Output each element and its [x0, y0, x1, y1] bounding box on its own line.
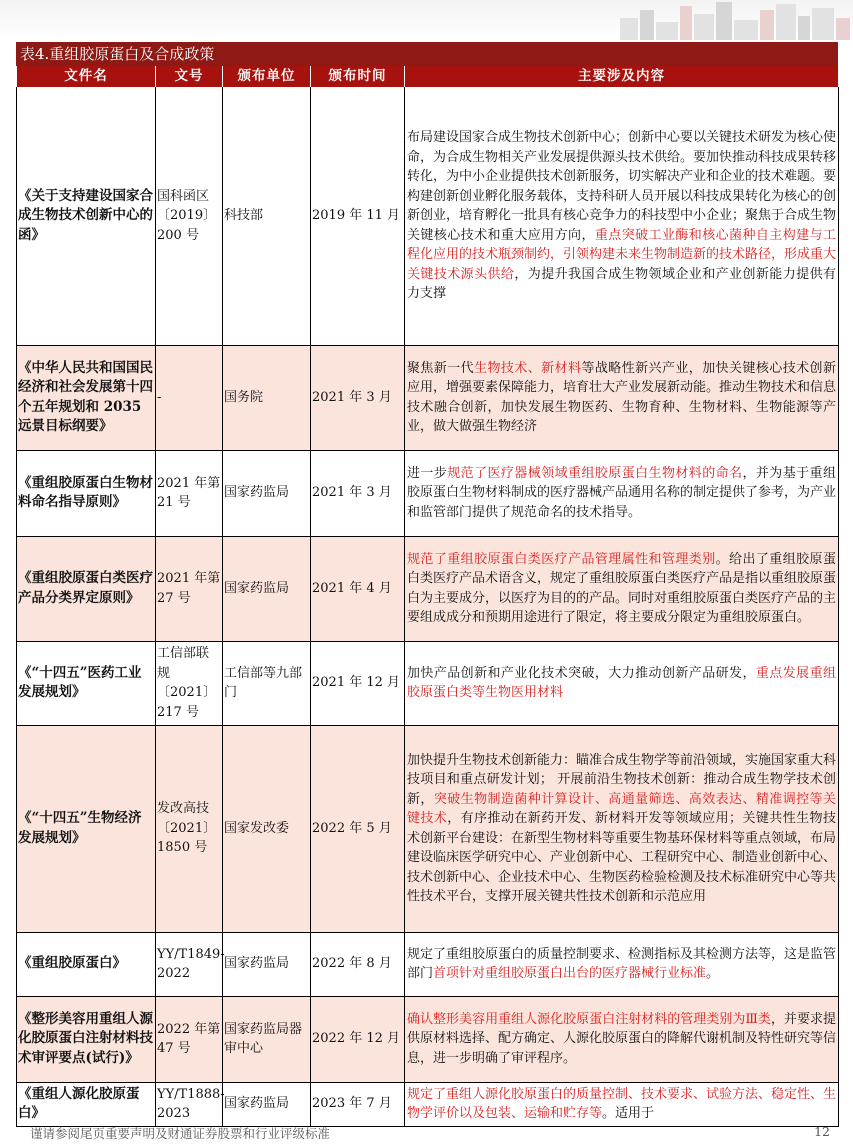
- content-highlight: 规范了医疗器械领域重组胶原蛋白生物材料的命名: [447, 465, 743, 481]
- content-text: ，并为基于重组胶原蛋白生物材料制成的医疗器械产品通用名称的制定提供了参考，为产业和监管部门提供了规范命名的技术指导。: [407, 465, 837, 520]
- cell-issuer: 国家发改委: [223, 725, 311, 932]
- cell-file-name: 《整形美容用重组人源化胶原蛋白注射材料技术审评要点(试行)》: [17, 996, 156, 1082]
- cell-file-name: 《重组胶原蛋白类医疗产品分类界定原则》: [17, 536, 156, 641]
- cell-content: [405, 450, 839, 536]
- table-row: [17, 725, 839, 932]
- table-row: [17, 996, 839, 1082]
- content-highlight: 突破生物制造菌种计算设计、高通量筛选、高效表达、精准调控等关键技术: [407, 791, 836, 826]
- cell-issue-date: 2023 年 7 月: [311, 1082, 405, 1126]
- content-text: 聚焦新一代: [407, 360, 475, 376]
- cell-doc-number: 工信部联规〔2021〕217 号: [156, 641, 223, 725]
- cell-issuer: 国家药监局: [223, 536, 311, 641]
- content-text: ，并要求提供原材料选择、配方确定、人源化胶原蛋白的降解代谢机制及特性研究等信息，进一步明确了审评程序。: [407, 1011, 837, 1066]
- page-number: 12: [814, 1124, 830, 1139]
- cell-doc-number: 国科函区〔2019〕200 号: [156, 87, 223, 345]
- cell-doc-number: 2021 年第 27 号: [156, 536, 223, 641]
- cell-issue-date: 2021 年 12 月: [311, 641, 405, 725]
- table-row: [17, 1082, 839, 1126]
- content-text: 加快产品创新和产业化技术突破，大力推动创新产品研发，: [407, 665, 756, 681]
- cell-issuer: 国家药监局器审中心: [223, 996, 311, 1082]
- cell-issuer: 工信部等九部门: [223, 641, 311, 725]
- header-issuer: 颁布单位: [223, 66, 311, 87]
- table-row: [17, 932, 839, 996]
- cell-issue-date: 2021 年 4 月: [311, 536, 405, 641]
- table-row: [17, 87, 839, 345]
- content-text: ，有序推动在新药开发、新材料开发等领域应用；关键共性生物技术创新平台建设：在新型生物材料等重要生物基环保材料等重点领域，布局建设临床医学研究中心、产业创新中心、工程研究中心、制造业创新中心、技术创新中心、企业技术中心、生物医药检验检测及技术标准研究中心等共性技术平台，支撑开展关键共性技术创新和示范应用: [407, 811, 837, 904]
- content-text: ，为提升我国合成生物领域企业和产业创新能力提供有力支撑: [407, 266, 836, 301]
- cell-content: [405, 641, 839, 725]
- cell-file-name: 《重组胶原蛋白生物材料命名指导原则》: [17, 450, 156, 536]
- header-issue-date: 颁布时间: [311, 66, 405, 87]
- content-highlight: 生物技术、新材料: [474, 360, 582, 376]
- content-highlight: 规定了重组人源化胶原蛋白的质量控制、技术要求、试验方法、稳定性、生物学评价以及包装、运输和贮存等: [407, 1086, 837, 1121]
- footer-disclaimer: 谨请参阅尾页重要声明及财通证券股票和行业评级标准: [30, 1126, 331, 1141]
- content-text: 。适用于: [602, 1106, 655, 1121]
- cell-doc-number: -: [156, 345, 223, 450]
- header-content: 主要涉及内容: [405, 66, 839, 87]
- cell-issuer: 国家药监局: [223, 932, 311, 996]
- cell-file-name: 《“十四五”医药工业发展规划》: [17, 641, 156, 725]
- cell-issuer: 国家药监局: [223, 1082, 311, 1126]
- content-highlight: 重点发展重组胶原蛋白类等生物医用材料: [407, 665, 836, 700]
- table-row: [17, 345, 839, 450]
- cell-file-name: 《关于支持建设国家合成生物技术创新中心的函》: [17, 87, 156, 345]
- table-row: [17, 641, 839, 725]
- cell-content: [405, 87, 839, 345]
- cell-file-name: 《“十四五”生物经济发展规划》: [17, 725, 156, 932]
- cell-issue-date: 2021 年 3 月: [311, 450, 405, 536]
- content-highlight: 确认整形美容用重组人源化胶原蛋白注射材料的管理类别为Ⅲ类: [407, 1011, 771, 1027]
- header-banner: [0, 0, 853, 40]
- cell-issue-date: 2021 年 3 月: [311, 345, 405, 450]
- table-title: 表4.重组胶原蛋白及合成政策: [16, 42, 838, 66]
- header-file-name: 文件名: [17, 66, 156, 87]
- cell-file-name: 《中华人民共和国国民经济和社会发展第十四个五年规划和 2035 远景目标纲要》: [17, 345, 156, 450]
- cell-doc-number: YY/T1888-2023: [156, 1082, 223, 1126]
- cell-doc-number: YY/T1849-2022: [156, 932, 223, 996]
- content-text: 。给出了重组胶原蛋白类医疗产品术语含义，规定了重组胶原蛋白类医疗产品是指以重组胶原蛋白为主要成分，以医疗为目的的产品。同时对重组胶原蛋白类医疗产品的主要组成成分和预期用途进行了限定，将主要成分限定为重组胶原蛋白。: [407, 551, 837, 625]
- content-text: 进一步: [407, 465, 448, 481]
- cell-issue-date: 2019 年 11 月: [311, 87, 405, 345]
- cell-issuer: 科技部: [223, 87, 311, 345]
- content-text: 布局建设国家合成生物技术创新中心；创新中心要以关键技术研发为核心使命，为合成生物相关产业发展提供源头技术供给。要加快推动科技成果转移转化，为中小企业提供技术创新服务，切实解决产业和企业的技术难题。要构建创新创业孵化服务载体，支持科研人员开展以科技成果转化为核心的创新创业，培育孵化一批具有核心竞争力的科技型中小企业；聚焦于合成生物关键核心技术和重大应用方向，: [407, 130, 837, 243]
- content-text: 规定了重组胶原蛋白的质量控制要求、检测指标及其检测方法等，这是监管部门: [407, 946, 837, 981]
- content-text: 加快提升生物技术创新能力：瞄准合成生物学等前沿领域，实施国家重大科技项目和重点研发计划； 开展前沿生物技术创新：推动合成生物学技术创新，: [407, 752, 837, 807]
- cell-content: [405, 996, 839, 1082]
- cell-issuer: 国家药监局: [223, 450, 311, 536]
- cell-file-name: 《重组人源化胶原蛋白》: [17, 1082, 156, 1126]
- cell-doc-number: 2021 年第 21 号: [156, 450, 223, 536]
- cell-content: [405, 725, 839, 932]
- table-row: [17, 450, 839, 536]
- cell-issue-date: 2022 年 5 月: [311, 725, 405, 932]
- content-highlight: 首项针对重组胶原蛋白出台的医疗器械行业标准: [433, 966, 707, 981]
- cell-file-name: 《重组胶原蛋白》: [17, 932, 156, 996]
- cell-content: [405, 345, 839, 450]
- page-footer: [30, 1122, 830, 1142]
- policy-table: [16, 66, 839, 1127]
- cell-issuer: 国务院: [223, 345, 311, 450]
- cell-issue-date: 2022 年 8 月: [311, 932, 405, 996]
- cell-content: [405, 932, 839, 996]
- content-text: 等战略性新兴产业，加快关键核心技术创新应用，增强要素保障能力，培育壮大产业发展新动能。推动生物技术和信息技术融合创新，加快发展生物医药、生物育种、生物材料、生物能源等产业，做大做强生物经济: [407, 360, 837, 434]
- cell-issue-date: 2022 年 12 月: [311, 996, 405, 1082]
- table-row: [17, 536, 839, 641]
- content-highlight: 重点突破工业酶和核心菌种自主构建与工程化应用的技术瓶颈制约，引领构建未来生物制造新的技术路径，形成重大关键技术源头供给: [407, 227, 837, 282]
- cell-content: [405, 536, 839, 641]
- content-highlight: 规范了重组胶原蛋白类医疗产品管理属性和管理类别: [407, 551, 716, 567]
- table-header-row: [17, 66, 839, 87]
- content-text: 。: [706, 966, 720, 981]
- cell-doc-number: 发改高技〔2021〕1850 号: [156, 725, 223, 932]
- cell-content: [405, 1082, 839, 1126]
- cell-doc-number: 2022 年第 47 号: [156, 996, 223, 1082]
- header-doc-number: 文号: [156, 66, 223, 87]
